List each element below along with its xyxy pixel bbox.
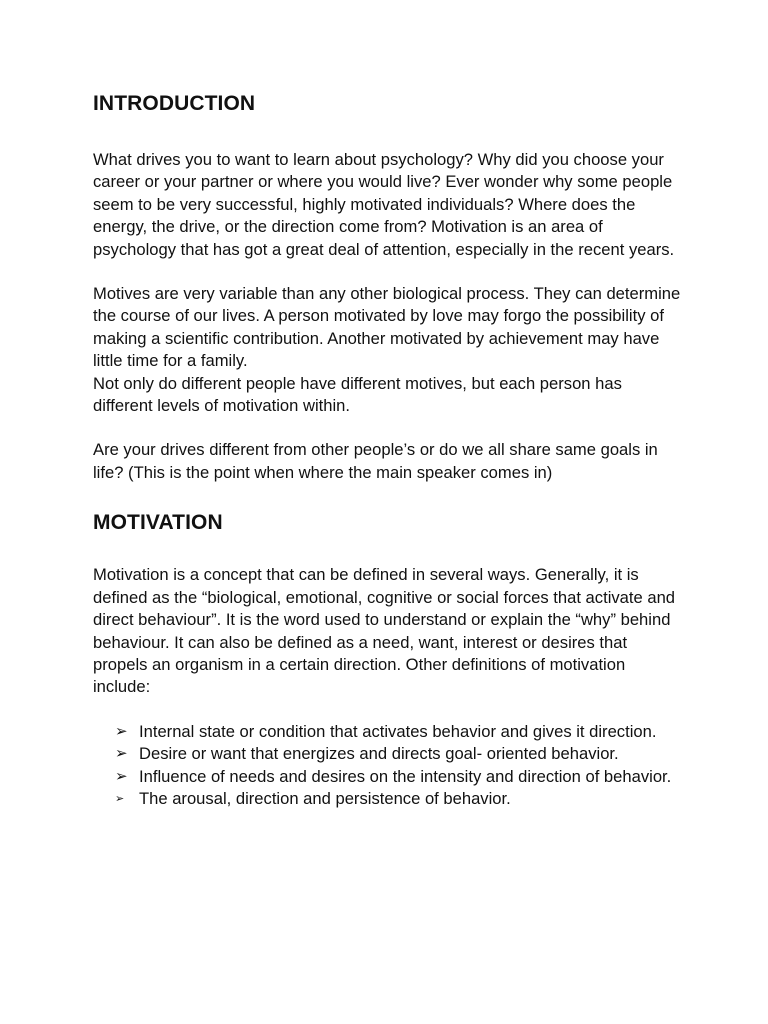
document-page xyxy=(93,90,683,810)
list-item-text: Desire or want that energizes and directs goal- oriented behavior. xyxy=(139,744,619,764)
intro-paragraph-2: Motives are very variable than any other biological process. They can determine the course of our lives. A person motivated by love may forgo the possibility of making a scientific contribution. Another motivated by achievement may have little time for a family. xyxy=(93,284,681,371)
intro-paragraph-3: Not only do different people have different motives, but each person has different levels of motivation within. xyxy=(93,373,622,416)
introduction-heading: INTRODUCTION xyxy=(93,92,256,115)
arrow-bullet-icon: ➢ xyxy=(115,722,128,740)
list-item xyxy=(115,788,683,810)
intro-paragraph-1: What drives you to want to learn about psychology? Why did you choose your career or your partner or where you would live? Ever wonder why some people seem to be very successful, highly motivated individuals? Where does the energy, the drive, or the direction come from? Motivation is an area of psychology that has got a great deal of attention, especially in the recent years. xyxy=(93,150,675,259)
arrow-bullet-icon: ➢ xyxy=(115,792,125,805)
list-item xyxy=(115,766,683,788)
motivation-paragraph: Motivation is a concept that can be defined in several ways. Generally, it is defined as the “biological, emotional, cognitive or social forces that activate and direct behaviour”. It is the word used to understand or explain the “why” behind behaviour. It can also be defined as a need, want, interest or desires that propels an organism in a certain direction. Other definitions of motivation include: xyxy=(93,565,676,697)
intro-paragraph-4: Are your drives different from other people’s or do we all share same goals in life? (This is the point when where the main speaker comes in) xyxy=(93,440,658,482)
list-item xyxy=(115,721,683,743)
arrow-bullet-icon: ➢ xyxy=(115,745,128,763)
arrow-bullet-icon: ➢ xyxy=(115,767,128,785)
definitions-list xyxy=(93,721,683,811)
list-item-text: Influence of needs and desires on the intensity and direction of behavior. xyxy=(139,766,672,786)
list-item-text: Internal state or condition that activates behavior and gives it direction. xyxy=(139,721,657,741)
list-item xyxy=(115,743,683,765)
motivation-heading: MOTIVATION xyxy=(93,511,223,535)
list-item-text: The arousal, direction and persistence of behavior. xyxy=(139,788,511,808)
